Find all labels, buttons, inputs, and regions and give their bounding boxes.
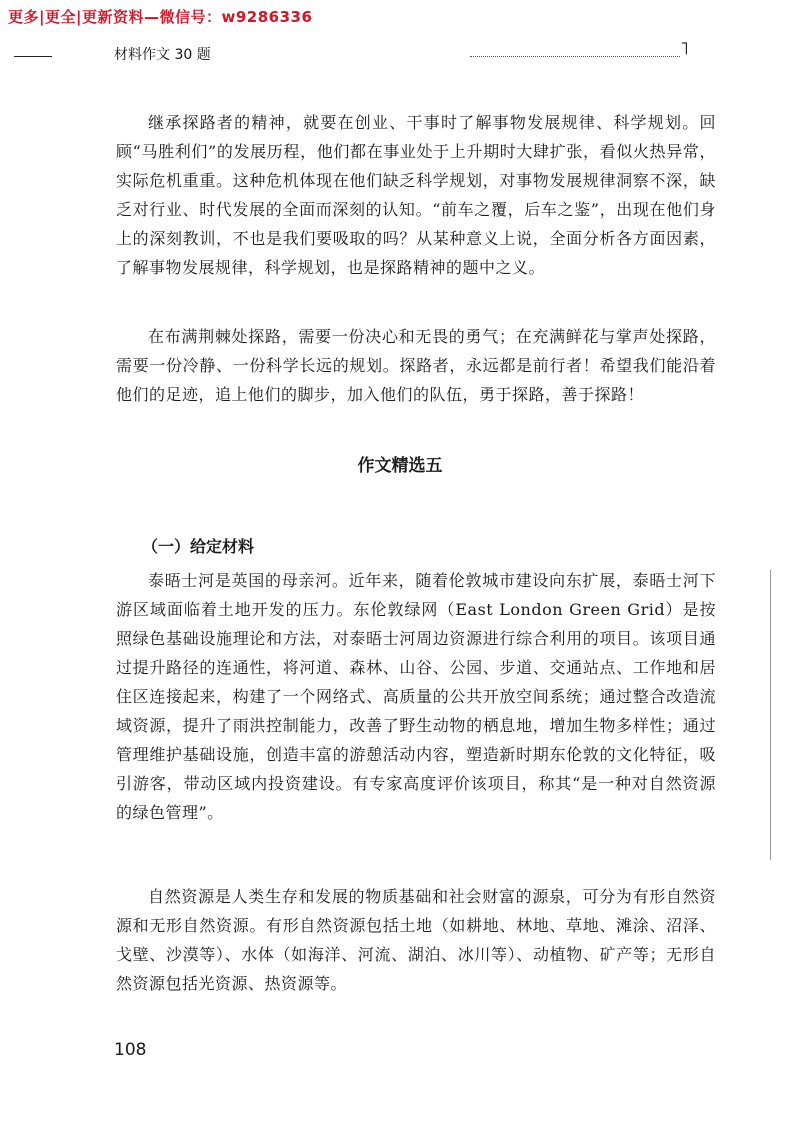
material-paragraph-1: 泰晤士河是英国的母亲河。近年来，随着伦敦城市建设向东扩展，泰晤士河下游区域面临着土地开发的压力。东伦敦绿网（East London Green Grid）是按照绿色基础设施理论和方法，对泰晤士河周边资源进行综合利用的项目。该项目通过提升路径的连通性，将河道、森林、山谷、公园、步道、交通站点、工作地和居住区连接起来，构建了一个网络式、高质量的公共开放空间系统；通过整合改造流域资源，提升了雨洪控制能力，改善了野生动物的栖息地，增加生物多样性；通过管理维护基础设施，创造丰富的游憩活动内容，塑造新时期东伦敦的文化特征，吸引游客，带动区域内投资建设。有专家高度评价该项目，称其“是一种对自然资源的绿色管理”。: [116, 571, 716, 822]
header-corner-mark-icon: ˥: [680, 38, 689, 59]
subsection-title: （一）给定材料: [142, 537, 255, 556]
header-rule-left: [14, 56, 52, 57]
section-title: 作文精选五: [357, 456, 443, 476]
page-number: 108: [114, 1040, 147, 1060]
material-paragraph-2: 自然资源是人类生存和发展的物质基础和社会财富的源泉，可分为有形自然资源和无形自然资源。有形自然资源包括土地（如耕地、林地、草地、滩涂、沼泽、戈壁、沙漠等）、水体（如海洋、河流、湖泊、冰川等）、动植物、矿产等；无形自然资源包括光资源、热资源等。: [116, 887, 716, 993]
body-paragraph-2: 在布满荆棘处探路，需要一份决心和无畏的勇气；在充满鲜花与掌声处探路，需要一份冷静、一份科学长远的规划。探路者，永远都是前行者！希望我们能沿着他们的足迹，追上他们的脚步，加入他们的队伍，勇于探路，善于探路！: [116, 327, 716, 404]
promo-banner: 更多|更全|更新资料—微信号：w9286336: [8, 8, 313, 26]
margin-scan-line: [770, 570, 771, 860]
header-rule-right: [470, 56, 680, 57]
running-header-title: 材料作文 30 题: [114, 47, 211, 63]
body-paragraph-1: 继承探路者的精神，就要在创业、干事时了解事物发展规律、科学规划。回顾“马胜利们”的发展历程，他们都在事业处于上升期时大肆扩张，看似火热异常，实际危机重重。这种危机体现在他们缺乏科学规划，对事物发展规律洞察不深，缺乏对行业、时代发展的全面而深刻的认知。“前车之覆，后车之鉴”，出现在他们身上的深刻教训，不也是我们要吸取的吗？从某种意义上说，全面分析各方面因素，了解事物发展规律，科学规划，也是探路精神的题中之义。: [116, 113, 716, 277]
